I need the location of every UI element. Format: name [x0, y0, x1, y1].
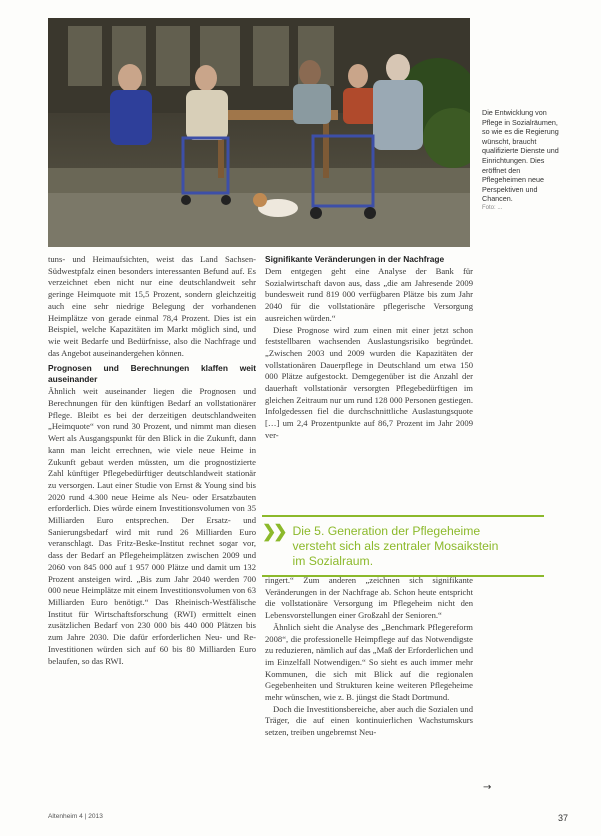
paragraph: Doch die Investitionsbereiche, aber auch die Sozialen und Träger, die auf einen kontinuierlichen Wachstumskurs setzen, treiben ungebremst Neu- [265, 703, 473, 738]
photo [48, 18, 470, 247]
paragraph: Diese Prognose wird zum einen mit einer jetzt schon feststellbaren wachsenden Auslastungsrisiko begründet. „Zwischen 2003 und 2009 wurden die Kapazitäten der vollstationären Dauerpflege in Deutschland um etwa 150 000 Plätze aufgestockt. Demgegenüber ist die Anzahl der dauerhaft vollstationär versorgten Pflegebedürftigen im gleichen Zeitraum nur um rund 128 000 Personen gestiegen. Infolgedessen fiel die durchschnittliche Auslastungsquote […] um 2,4 Prozentpunkte auf 86,7 Prozent im Jahr 2009 ver- [265, 324, 473, 440]
caption-text: Die Entwicklung von Pflege in Sozialräumen, so wie es die Regierung wünscht, braucht qualifizierte Dienste und Einrichtungen. Dies eröffnet den Pflegeheimen neue Perspektiven und Chancen. [482, 108, 559, 204]
section-heading: Signifikante Veränderungen in der Nachfrage [265, 254, 445, 264]
paragraph: tuns- und Heimaufsichten, weist das Land Sachsen-Südwestpfalz einen besonders interessanten Befund auf. Es verzeichnet eben nicht nur eine deutschlandweit sehr geringe Heimquote mit 15,5 Prozent, sondern gleichzeitig auch eine sehr niedrige Belegung der vorhandenen Heimplätze von gerade einmal 78,4 Prozent. Dies ist ein Beispiel, welche Kapazitäten im Markt möglich sind, und wie weit Bedarfe und Bedürfnisse, also die Nachfrage und das Angebot auseinandergehen können. [48, 254, 256, 358]
photo-caption [482, 108, 560, 214]
pull-quote [262, 515, 502, 577]
paragraph: ringert.“ Zum anderen „zeichnen sich signifikante Veränderungen in der Nachfrage ab. Schon heute entspricht die vollstationäre Versorgung im Pflegeheim nicht den Lebensvorstellungen einer Großzahl der Senioren.“ [265, 575, 473, 621]
footer-publication: Altenheim 4 | 2013 [48, 813, 103, 820]
double-chevron-icon: ❯❯ [262, 522, 285, 541]
left-column [48, 254, 256, 667]
photo-credit: Foto: ... [482, 204, 503, 211]
paragraph: Ähnlich weit auseinander liegen die Prognosen und Berechnungen für den künftigen Bedarf an vollstationärer Pflege. Bleibt es bei der derzeitigen deutschlandweiten „Heimquote“ von rund 30 Prozent, und nimmt man diesen Wert als Ausgangspunkt für den Blick in die Zukunft, dann kann man leicht errechnen, wie viele neue Heime in Zukunft gebaut werden müssten, um die prognostizierte Zahl künftiger Pflegebedürftiger deutschlandweit stationär zu versorgen. Laut einer Studie von Ernst & Young sind bis 2020 rund 4.300 neue Heime als Neu- oder Ersatzbauten erforderlich. Dies würde einem Investitionsvolumen von 35 Milliarden Euro entsprechen. Der Ersatz- und Sanierungsbedarf wird mit rund 26 Milliarden Euro veranschlagt. Das Fritz-Beske-Institut rechnet sogar vor, dass der Bedarf an Pflegeheimplätzen zwischen 2009 und 2060 von 845 000 auf 1 957 000 Plätze und damit um 132 Prozent ansteigen wird. „Bis zum Jahr 2040 werden 700 000 neue Heimplätze mit einem Investitionsvolumen von 63 Milliarden Euro benötigt.“ Das Rheinisch-Westfälische Institut für Wirtschaftsforschung (RWI) ermittelt einen zusätzlichen Bedarf von 230 000 bis 440 000 Plätzen bis zum Jahre 2030. Die dafür erforderlichen Neu- und Re-Investitionen würden sich auf 60 bis 80 Milliarden Euro belaufen, so das RWI. [48, 386, 256, 666]
paragraph: Dem entgegen geht eine Analyse der Bank für Sozialwirtschaft davon aus, dass „die am Jahresende 2009 bundesweit rund 819 000 verfügbaren Plätze bis zum Jahr 2040 für die vollstationäre pflegerische Versorgung ausreichen würden.“ [265, 266, 473, 323]
continue-arrow-icon: → [483, 782, 492, 793]
right-column-top [265, 254, 473, 442]
paragraph: Ähnlich sieht die Analyse des „Benchmark Pflegereform 2008“, die professionelle Heimpflege auf das Notwendigste zu reduzieren, nämlich auf das „Maß der Erforderlichen und im Einzelfall Notwendigen.“ So sieht es auch immer mehr Kommunen, die sich mit Blick auf die regionalen Gegebenheiten und Strukturen keine weiteren Pflegeheime mehr wünschen, wie z. B. jüngst die Stadt Dortmund. [265, 621, 473, 703]
pull-quote-rule-top [262, 515, 544, 517]
right-column-bottom [265, 575, 473, 739]
page-number: 37 [558, 813, 569, 823]
section-heading: Prognosen und Berechnungen klaffen weit auseinander [48, 363, 256, 385]
pull-quote-text: Die 5. Generation der Pflegeheime versteht sich als zentraler Mosaikstein im Sozialraum. [292, 524, 499, 568]
